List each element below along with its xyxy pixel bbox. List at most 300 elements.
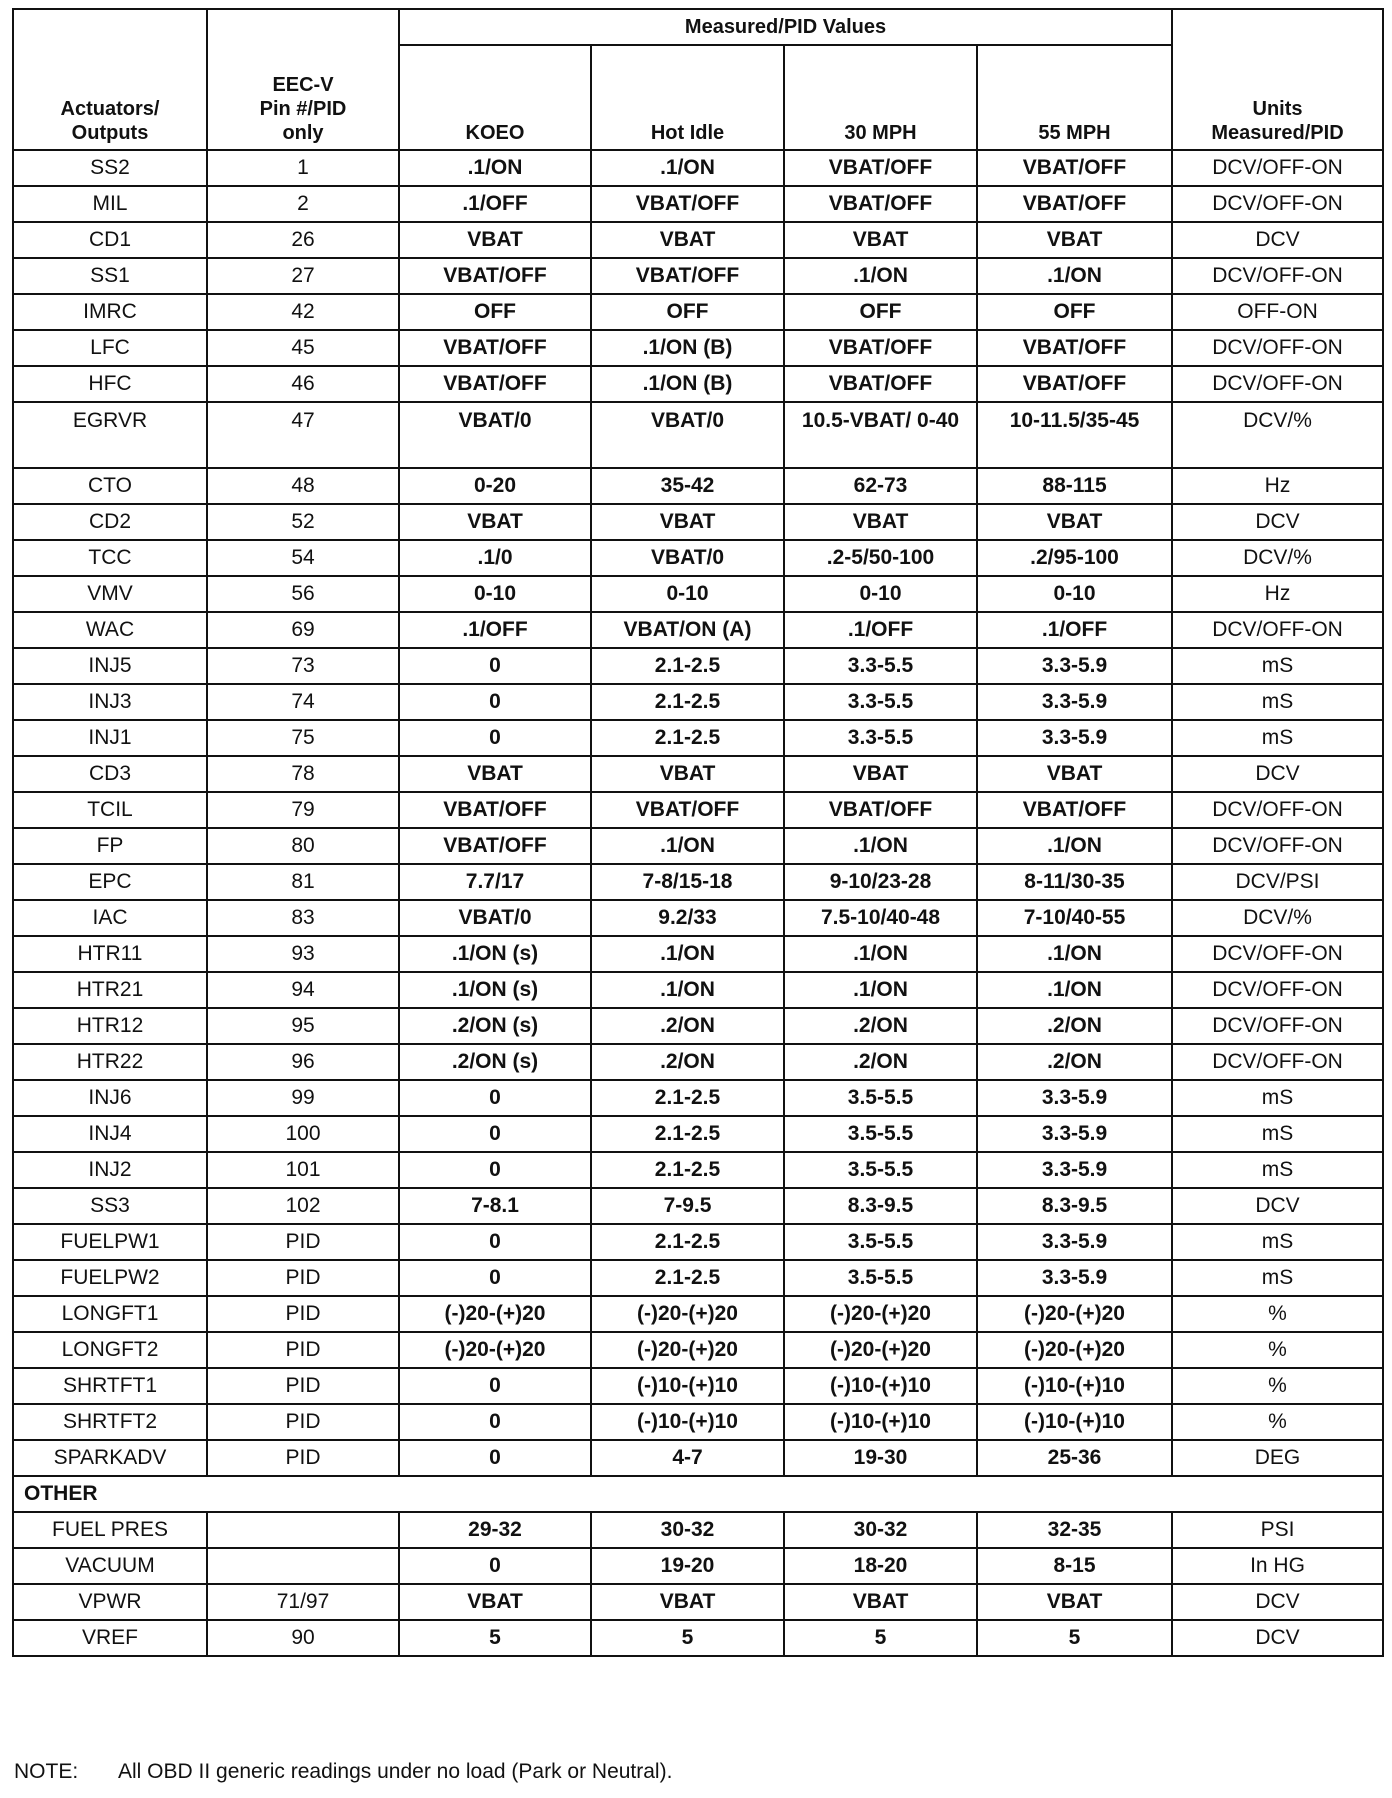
hot-idle-cell: 35-42	[591, 468, 784, 504]
table-row	[13, 1044, 1383, 1080]
55-mph-cell: 3.3-5.9	[977, 648, 1172, 684]
table-row	[13, 972, 1383, 1008]
55-mph-cell: 0-10	[977, 576, 1172, 612]
30-mph-cell: 3.5-5.5	[784, 1260, 977, 1296]
table-row	[13, 828, 1383, 864]
actuator-cell: SHRTFT1	[13, 1368, 207, 1404]
actuator-cell: EGRVR	[13, 402, 207, 468]
koeo-cell: .1/OFF	[399, 612, 591, 648]
koeo-cell: .1/ON (s)	[399, 936, 591, 972]
table-row	[13, 1152, 1383, 1188]
30-mph-cell: .1/ON	[784, 972, 977, 1008]
hot-idle-cell: 2.1-2.5	[591, 648, 784, 684]
table-row	[13, 1008, 1383, 1044]
55-mph-cell: 88-115	[977, 468, 1172, 504]
actuator-cell: VPWR	[13, 1584, 207, 1620]
pin-cell: 81	[207, 864, 399, 900]
55-mph-cell: 10-11.5/35-45	[977, 402, 1172, 468]
koeo-cell: VBAT	[399, 756, 591, 792]
table-row	[13, 222, 1383, 258]
pin-cell: PID	[207, 1368, 399, 1404]
pin-cell: 2	[207, 186, 399, 222]
note-label: NOTE:	[14, 1760, 79, 1783]
hot-idle-cell: VBAT/OFF	[591, 186, 784, 222]
30-mph-cell: 30-32	[784, 1512, 977, 1548]
actuator-cell: INJ5	[13, 648, 207, 684]
hot-idle-cell: VBAT	[591, 222, 784, 258]
55-mph-cell: 8-15	[977, 1548, 1172, 1584]
units-cell: mS	[1172, 1152, 1383, 1188]
30-mph-cell: 10.5-VBAT/ 0-40	[784, 402, 977, 468]
55-mph-cell: .1/ON	[977, 936, 1172, 972]
55-mph-cell: 3.3-5.9	[977, 1116, 1172, 1152]
actuator-cell: LFC	[13, 330, 207, 366]
30-mph-cell: (-)10-(+)10	[784, 1368, 977, 1404]
55-mph-cell: 8-11/30-35	[977, 864, 1172, 900]
table-row	[13, 1548, 1383, 1584]
30-mph-cell: .2/ON	[784, 1008, 977, 1044]
hot-idle-cell: 4-7	[591, 1440, 784, 1476]
actuator-cell: VREF	[13, 1620, 207, 1656]
hot-idle-cell: (-)20-(+)20	[591, 1296, 784, 1332]
hot-idle-cell: (-)10-(+)10	[591, 1404, 784, 1440]
hot-idle-cell: VBAT	[591, 1584, 784, 1620]
condition-koeo-header: KOEO	[399, 45, 591, 150]
units-cell: DCV/OFF-ON	[1172, 936, 1383, 972]
table-row	[13, 1584, 1383, 1620]
hot-idle-cell: .1/ON (B)	[591, 366, 784, 402]
55-mph-cell: VBAT/OFF	[977, 186, 1172, 222]
pin-cell: 46	[207, 366, 399, 402]
actuator-cell: INJ2	[13, 1152, 207, 1188]
hot-idle-cell: 5	[591, 1620, 784, 1656]
hot-idle-cell: 2.1-2.5	[591, 1116, 784, 1152]
30-mph-cell: 18-20	[784, 1548, 977, 1584]
units-cell: DCV/PSI	[1172, 864, 1383, 900]
actuator-cell: CTO	[13, 468, 207, 504]
koeo-cell: 5	[399, 1620, 591, 1656]
pin-cell: 102	[207, 1188, 399, 1224]
header-row-top	[13, 9, 1383, 45]
units-cell: mS	[1172, 684, 1383, 720]
30-mph-cell: (-)10-(+)10	[784, 1404, 977, 1440]
actuator-cell: SHRTFT2	[13, 1404, 207, 1440]
units-cell: DCV/OFF-ON	[1172, 330, 1383, 366]
koeo-cell: 0	[399, 684, 591, 720]
table-row	[13, 1368, 1383, 1404]
pin-cell: 90	[207, 1620, 399, 1656]
koeo-cell: 0	[399, 1548, 591, 1584]
actuator-cell: INJ4	[13, 1116, 207, 1152]
units-cell: DCV/OFF-ON	[1172, 792, 1383, 828]
actuator-cell: LONGFT2	[13, 1332, 207, 1368]
30-mph-cell: VBAT	[784, 756, 977, 792]
units-cell: DCV/%	[1172, 540, 1383, 576]
pin-cell: PID	[207, 1296, 399, 1332]
55-mph-cell: 3.3-5.9	[977, 1080, 1172, 1116]
55-mph-cell: OFF	[977, 294, 1172, 330]
other-section-row	[13, 1476, 1383, 1512]
pin-cell: 100	[207, 1116, 399, 1152]
table-row	[13, 504, 1383, 540]
30-mph-cell: 3.3-5.5	[784, 684, 977, 720]
koeo-cell: OFF	[399, 294, 591, 330]
pin-cell: 26	[207, 222, 399, 258]
units-cell: DCV	[1172, 222, 1383, 258]
table-row	[13, 1512, 1383, 1548]
actuator-cell: INJ6	[13, 1080, 207, 1116]
pin-cell: 45	[207, 330, 399, 366]
table-row	[13, 1224, 1383, 1260]
koeo-cell: VBAT/0	[399, 402, 591, 468]
koeo-cell: 7.7/17	[399, 864, 591, 900]
55-mph-cell: 7-10/40-55	[977, 900, 1172, 936]
30-mph-cell: 0-10	[784, 576, 977, 612]
hot-idle-cell: 7-9.5	[591, 1188, 784, 1224]
hot-idle-cell: .1/ON	[591, 936, 784, 972]
actuator-cell: HTR12	[13, 1008, 207, 1044]
table-row	[13, 936, 1383, 972]
55-mph-cell: 3.3-5.9	[977, 1152, 1172, 1188]
hot-idle-cell: VBAT/0	[591, 540, 784, 576]
55-mph-cell: VBAT/OFF	[977, 366, 1172, 402]
hot-idle-cell: 19-20	[591, 1548, 784, 1584]
pin-cell	[207, 1548, 399, 1584]
units-cell: DCV/OFF-ON	[1172, 612, 1383, 648]
units-cell: DCV/OFF-ON	[1172, 366, 1383, 402]
30-mph-cell: OFF	[784, 294, 977, 330]
koeo-cell: VBAT/OFF	[399, 828, 591, 864]
30-mph-cell: VBAT/OFF	[784, 150, 977, 186]
table-row	[13, 1116, 1383, 1152]
table-row	[13, 1080, 1383, 1116]
hot-idle-cell: .2/ON	[591, 1008, 784, 1044]
units-cell: DCV/%	[1172, 402, 1383, 468]
pin-cell: 48	[207, 468, 399, 504]
table-row	[13, 1260, 1383, 1296]
actuator-cell: FP	[13, 828, 207, 864]
units-cell: DCV/OFF-ON	[1172, 258, 1383, 294]
note-text: All OBD II generic readings under no load (Park or Neutral).	[118, 1760, 673, 1783]
koeo-cell: 0	[399, 1404, 591, 1440]
30-mph-cell: 3.3-5.5	[784, 720, 977, 756]
55-mph-cell: .2/95-100	[977, 540, 1172, 576]
pin-cell	[207, 1512, 399, 1548]
pid-values-sheet	[12, 8, 1382, 1657]
table-row	[13, 900, 1383, 936]
units-cell: mS	[1172, 1116, 1383, 1152]
55-mph-cell: 8.3-9.5	[977, 1188, 1172, 1224]
55-mph-cell: .1/ON	[977, 258, 1172, 294]
pin-cell: 71/97	[207, 1584, 399, 1620]
table-body	[13, 150, 1383, 1656]
55-mph-cell: .1/OFF	[977, 612, 1172, 648]
table-row	[13, 864, 1383, 900]
units-cell: DCV/OFF-ON	[1172, 1008, 1383, 1044]
koeo-cell: 0	[399, 1080, 591, 1116]
pin-cell: 69	[207, 612, 399, 648]
units-cell: DCV/OFF-ON	[1172, 1044, 1383, 1080]
koeo-cell: (-)20-(+)20	[399, 1332, 591, 1368]
table-row	[13, 684, 1383, 720]
table-row	[13, 648, 1383, 684]
pin-cell: 93	[207, 936, 399, 972]
units-cell: DCV	[1172, 756, 1383, 792]
pin-cell: 95	[207, 1008, 399, 1044]
hot-idle-cell: VBAT/0	[591, 402, 784, 468]
koeo-cell: VBAT	[399, 504, 591, 540]
table-row	[13, 720, 1383, 756]
30-mph-cell: 3.5-5.5	[784, 1224, 977, 1260]
55-mph-cell: 3.3-5.9	[977, 1260, 1172, 1296]
pin-cell: PID	[207, 1332, 399, 1368]
pin-cell: 94	[207, 972, 399, 1008]
pin-cell: PID	[207, 1260, 399, 1296]
pin-cell: 75	[207, 720, 399, 756]
units-cell: mS	[1172, 1224, 1383, 1260]
55-mph-cell: 5	[977, 1620, 1172, 1656]
55-mph-cell: 32-35	[977, 1512, 1172, 1548]
hot-idle-cell: VBAT/OFF	[591, 258, 784, 294]
units-cell: %	[1172, 1404, 1383, 1440]
koeo-cell: 0	[399, 1116, 591, 1152]
koeo-cell: VBAT/OFF	[399, 366, 591, 402]
other-section-label: OTHER	[13, 1476, 1383, 1512]
actuator-cell: FUELPW1	[13, 1224, 207, 1260]
actuator-cell: CD3	[13, 756, 207, 792]
hot-idle-cell: 0-10	[591, 576, 784, 612]
units-cell: %	[1172, 1368, 1383, 1404]
actuator-cell: SS2	[13, 150, 207, 186]
55-mph-cell: VBAT/OFF	[977, 330, 1172, 366]
units-cell: DCV	[1172, 1584, 1383, 1620]
30-mph-cell: VBAT	[784, 1584, 977, 1620]
hot-idle-cell: .1/ON	[591, 150, 784, 186]
table-row	[13, 468, 1383, 504]
table-row	[13, 330, 1383, 366]
units-cell: Hz	[1172, 576, 1383, 612]
55-mph-cell: VBAT	[977, 504, 1172, 540]
actuator-cell: IMRC	[13, 294, 207, 330]
koeo-cell: VBAT/OFF	[399, 792, 591, 828]
table-row	[13, 294, 1383, 330]
55-mph-cell: VBAT	[977, 756, 1172, 792]
30-mph-cell: .2/ON	[784, 1044, 977, 1080]
units-cell: DCV/OFF-ON	[1172, 150, 1383, 186]
55-mph-cell: (-)10-(+)10	[977, 1404, 1172, 1440]
pin-cell: PID	[207, 1224, 399, 1260]
table-row	[13, 1296, 1383, 1332]
30-mph-cell: 19-30	[784, 1440, 977, 1476]
pin-cell: 83	[207, 900, 399, 936]
55-mph-cell: .1/ON	[977, 828, 1172, 864]
30-mph-cell: 9-10/23-28	[784, 864, 977, 900]
units-cell: DCV/%	[1172, 900, 1383, 936]
30-mph-cell: VBAT/OFF	[784, 186, 977, 222]
units-cell: DCV/OFF-ON	[1172, 828, 1383, 864]
hot-idle-cell: .1/ON	[591, 828, 784, 864]
hot-idle-cell: .1/ON	[591, 972, 784, 1008]
koeo-cell: 0	[399, 1440, 591, 1476]
pin-cell: 47	[207, 402, 399, 468]
30-mph-cell: (-)20-(+)20	[784, 1332, 977, 1368]
table-row	[13, 612, 1383, 648]
30-mph-cell: (-)20-(+)20	[784, 1296, 977, 1332]
actuator-cell: HTR21	[13, 972, 207, 1008]
actuator-cell: INJ1	[13, 720, 207, 756]
units-cell: DEG	[1172, 1440, 1383, 1476]
table-row	[13, 576, 1383, 612]
55-mph-cell: VBAT	[977, 1584, 1172, 1620]
koeo-cell: 0-10	[399, 576, 591, 612]
55-mph-cell: .2/ON	[977, 1044, 1172, 1080]
koeo-cell: 0	[399, 648, 591, 684]
units-cell: mS	[1172, 648, 1383, 684]
koeo-cell: 29-32	[399, 1512, 591, 1548]
hot-idle-cell: 2.1-2.5	[591, 1260, 784, 1296]
units-cell: mS	[1172, 720, 1383, 756]
pin-cell: PID	[207, 1440, 399, 1476]
units-cell: DCV/OFF-ON	[1172, 972, 1383, 1008]
actuator-cell: HFC	[13, 366, 207, 402]
30-mph-cell: 3.5-5.5	[784, 1116, 977, 1152]
pin-cell: 1	[207, 150, 399, 186]
hot-idle-cell: VBAT	[591, 756, 784, 792]
table-row	[13, 1440, 1383, 1476]
55-mph-cell: (-)10-(+)10	[977, 1368, 1172, 1404]
actuator-cell: VACUUM	[13, 1548, 207, 1584]
55-mph-cell: (-)20-(+)20	[977, 1332, 1172, 1368]
koeo-cell: 0	[399, 1224, 591, 1260]
actuators-outputs-header: Actuators/ Outputs	[13, 9, 207, 150]
30-mph-cell: 5	[784, 1620, 977, 1656]
pin-cell: 54	[207, 540, 399, 576]
koeo-cell: 7-8.1	[399, 1188, 591, 1224]
hot-idle-cell: (-)10-(+)10	[591, 1368, 784, 1404]
hot-idle-cell: 2.1-2.5	[591, 1080, 784, 1116]
pin-cell: 80	[207, 828, 399, 864]
koeo-cell: VBAT/OFF	[399, 258, 591, 294]
30-mph-cell: VBAT	[784, 222, 977, 258]
units-cell: mS	[1172, 1080, 1383, 1116]
30-mph-cell: VBAT/OFF	[784, 792, 977, 828]
measured-pid-values-header: Measured/PID Values	[399, 9, 1172, 45]
hot-idle-cell: (-)20-(+)20	[591, 1332, 784, 1368]
units-cell: DCV	[1172, 504, 1383, 540]
30-mph-cell: .2-5/50-100	[784, 540, 977, 576]
actuator-cell: EPC	[13, 864, 207, 900]
hot-idle-cell: VBAT/OFF	[591, 792, 784, 828]
koeo-cell: 0	[399, 1152, 591, 1188]
actuator-cell: TCC	[13, 540, 207, 576]
koeo-cell: .1/OFF	[399, 186, 591, 222]
pin-cell: 74	[207, 684, 399, 720]
table-row	[13, 1404, 1383, 1440]
30-mph-cell: 3.5-5.5	[784, 1080, 977, 1116]
koeo-cell: (-)20-(+)20	[399, 1296, 591, 1332]
actuator-cell: LONGFT1	[13, 1296, 207, 1332]
30-mph-cell: .1/OFF	[784, 612, 977, 648]
pin-cell: 73	[207, 648, 399, 684]
30-mph-cell: VBAT	[784, 504, 977, 540]
30-mph-cell: 7.5-10/40-48	[784, 900, 977, 936]
hot-idle-cell: 2.1-2.5	[591, 684, 784, 720]
koeo-cell: 0	[399, 720, 591, 756]
pin-cell: 56	[207, 576, 399, 612]
actuator-cell: TCIL	[13, 792, 207, 828]
units-cell: %	[1172, 1296, 1383, 1332]
units-cell: In HG	[1172, 1548, 1383, 1584]
table-row	[13, 792, 1383, 828]
units-measured-pid-header: Units Measured/PID	[1172, 9, 1383, 150]
koeo-cell: .1/ON (s)	[399, 972, 591, 1008]
actuator-cell: MIL	[13, 186, 207, 222]
table-row	[13, 1188, 1383, 1224]
koeo-cell: VBAT	[399, 222, 591, 258]
condition-55-mph-header: 55 MPH	[977, 45, 1172, 150]
koeo-cell: .2/ON (s)	[399, 1044, 591, 1080]
units-cell: DCV	[1172, 1188, 1383, 1224]
eec-pin-pid-header: EEC-V Pin #/PID only	[207, 9, 399, 150]
30-mph-cell: VBAT/OFF	[784, 330, 977, 366]
actuator-cell: WAC	[13, 612, 207, 648]
koeo-cell: .1/ON	[399, 150, 591, 186]
pin-cell: 101	[207, 1152, 399, 1188]
actuator-cell: SPARKADV	[13, 1440, 207, 1476]
condition-30-mph-header: 30 MPH	[784, 45, 977, 150]
units-cell: %	[1172, 1332, 1383, 1368]
55-mph-cell: (-)20-(+)20	[977, 1296, 1172, 1332]
55-mph-cell: .2/ON	[977, 1008, 1172, 1044]
table-row	[13, 1332, 1383, 1368]
hot-idle-cell: 7-8/15-18	[591, 864, 784, 900]
30-mph-cell: 62-73	[784, 468, 977, 504]
footnote	[14, 1760, 672, 1784]
table-row	[13, 258, 1383, 294]
actuator-cell: SS3	[13, 1188, 207, 1224]
pin-cell: 79	[207, 792, 399, 828]
pin-cell: PID	[207, 1404, 399, 1440]
koeo-cell: 0	[399, 1368, 591, 1404]
pid-values-table	[12, 8, 1384, 1657]
koeo-cell: VBAT/OFF	[399, 330, 591, 366]
units-cell: mS	[1172, 1260, 1383, 1296]
30-mph-cell: 3.5-5.5	[784, 1152, 977, 1188]
actuator-cell: FUEL PRES	[13, 1512, 207, 1548]
55-mph-cell: VBAT/OFF	[977, 150, 1172, 186]
koeo-cell: .2/ON (s)	[399, 1008, 591, 1044]
koeo-cell: VBAT	[399, 1584, 591, 1620]
koeo-cell: VBAT/0	[399, 900, 591, 936]
actuator-cell: FUELPW2	[13, 1260, 207, 1296]
units-cell: Hz	[1172, 468, 1383, 504]
table-row	[13, 1620, 1383, 1656]
55-mph-cell: VBAT	[977, 222, 1172, 258]
actuator-cell: IAC	[13, 900, 207, 936]
table-row	[13, 366, 1383, 402]
hot-idle-cell: 2.1-2.5	[591, 1224, 784, 1260]
table-row	[13, 402, 1383, 468]
units-cell: OFF-ON	[1172, 294, 1383, 330]
units-cell: DCV/OFF-ON	[1172, 186, 1383, 222]
table-row	[13, 150, 1383, 186]
pin-cell: 42	[207, 294, 399, 330]
table-row	[13, 186, 1383, 222]
koeo-cell: .1/0	[399, 540, 591, 576]
55-mph-cell: 3.3-5.9	[977, 684, 1172, 720]
koeo-cell: 0-20	[399, 468, 591, 504]
table-row	[13, 756, 1383, 792]
